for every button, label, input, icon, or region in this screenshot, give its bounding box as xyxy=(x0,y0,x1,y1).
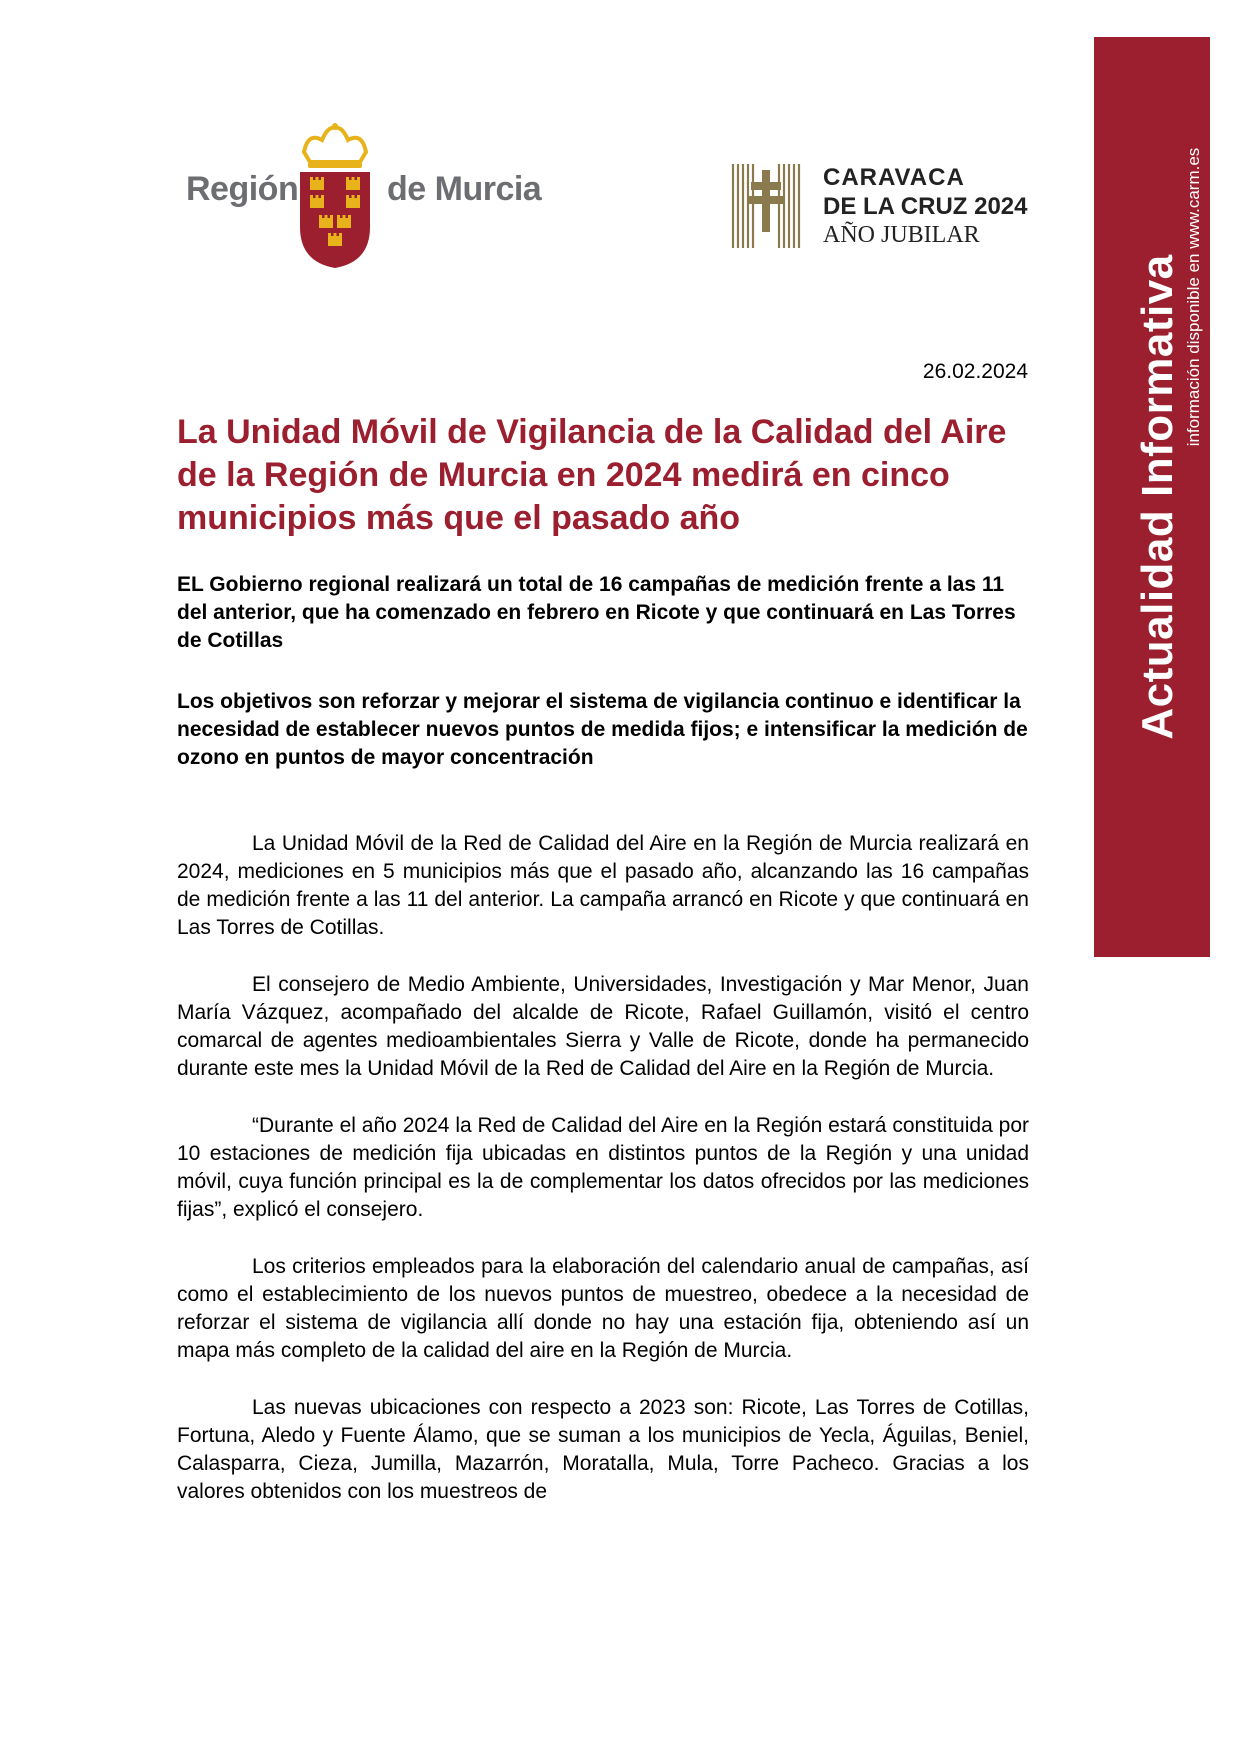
subheading: Los objetivos son reforzar y mejorar el sistema de vigilancia continuo e identificar la necesidad de establecer nuevos puntos de medida fijos; e intensificar la medición de ozono en puntos de mayor concentración xyxy=(177,690,1028,769)
coat-of-arms-icon xyxy=(294,122,376,270)
logo-text-region: Región xyxy=(186,170,299,208)
headline: La Unidad Móvil de Vigilancia de la Calidad del Aire de la Región de Murcia en 2024 medirá en cinco municipios más que el pasado año xyxy=(177,413,1007,537)
caravaca-jubilee-logo xyxy=(731,160,1041,255)
body-paragraph: El consejero de Medio Ambiente, Universidades, Investigación y Mar Menor, Juan María Vázquez, acompañado del alcalde de Ricote, Rafael Guillamón, visitó el centro comarcal de agentes medioambientales Sierra y Valle de Ricote, donde ha permanecido durante este mes la Unidad Móvil de la Red de Calidad del Aire en la Región de Murcia. xyxy=(177,973,1029,1080)
actualidad-informativa-band xyxy=(1094,37,1210,957)
caravaca-line-1: CARAVACA xyxy=(823,164,965,191)
body-paragraph: Las nuevas ubicaciones con respecto a 2023 son: Ricote, Las Torres de Cotillas, Fortuna, Aledo y Fuente Álamo, que se suman a los municipios de Yecla, Águilas, Beniel, Calasparra, Cieza, Jumilla, Mazarrón, Moratalla, Mula, Torre Pacheco. Gracias a los valores obtenidos con los muestreos de xyxy=(177,1396,1029,1503)
caravaca-line-2: DE LA CRUZ 2024 xyxy=(823,193,1028,220)
article-body xyxy=(177,830,1029,1535)
body-paragraph: La Unidad Móvil de la Red de Calidad del Aire en la Región de Murcia realizará en 2024, mediciones en 5 municipios más que el pasado año, alcanzando las 16 campañas de medición frente a las 11 del anterior. La campaña arrancó en Ricote y que continuará en Las Torres de Cotillas. xyxy=(177,832,1029,939)
press-date: 26.02.2024 xyxy=(922,360,1028,383)
logo-text-de-murcia: de Murcia xyxy=(387,170,542,208)
band-subtitle: información disponible en www.carm.es xyxy=(1184,147,1203,447)
body-paragraph: “Durante el año 2024 la Red de Calidad del Aire en la Región estará constituida por 10 estaciones de medición fija ubicadas en distintos puntos de la Región y una unidad móvil, cuya función principal es la de complementar los datos ofrecidos por las mediciones fijas”, explicó el consejero. xyxy=(177,1114,1029,1221)
region-murcia-logo xyxy=(186,122,546,272)
body-paragraph: Los criterios empleados para la elaboración del calendario anual de campañas, así como el establecimiento de los nuevos puntos de muestreo, obedece a la necesidad de reforzar el sistema de vigilancia allí donde no hay una estación fija, obteniendo así un mapa más completo de la calidad del aire en la Región de Murcia. xyxy=(177,1255,1029,1362)
subheading: EL Gobierno regional realizará un total de 16 campañas de medición frente a las 11 del anterior, que ha comenzado en febrero en Ricote y que continuará en Las Torres de Cotillas xyxy=(177,573,1016,652)
caravaca-line-3: AÑO JUBILAR xyxy=(823,222,980,248)
band-title: Actualidad Informativa xyxy=(1133,254,1182,740)
caravaca-cross-icon xyxy=(731,162,801,250)
